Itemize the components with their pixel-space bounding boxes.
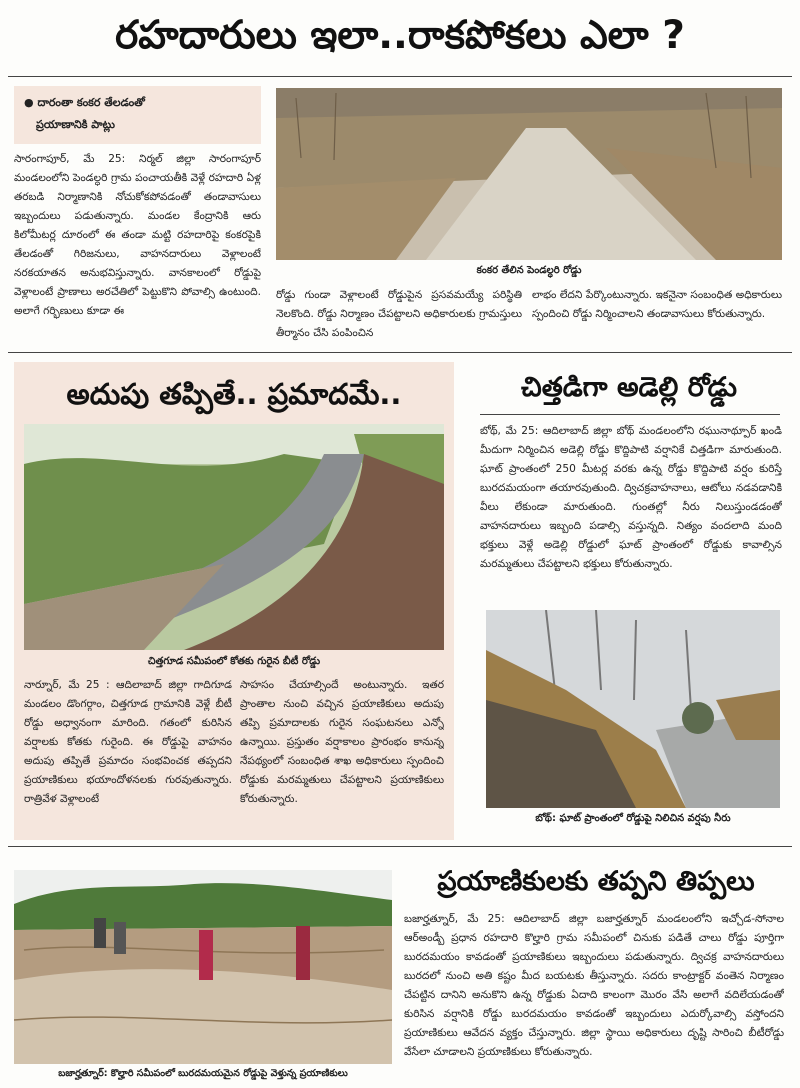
story1-photo-gravel-road xyxy=(276,88,782,260)
story3-photo-ghat-road xyxy=(486,610,780,808)
story4-photo-muddy-road xyxy=(14,870,392,1064)
story3-title-divider xyxy=(480,414,780,415)
story1-column-2: రోడ్డు గుండా వెళ్లాలంటే రోడ్డుపైన ప్రసవమయ్యే పరిస్థితి నెలకొంది. రోడ్డు నిర్మాణం చేపట్టాలని అధికారులకు గ్రామస్తులు తీర్మానం చేసి పంపించిన xyxy=(276,289,522,339)
story2-column-2: సాహసం చేయాల్సిందే అంటున్నారు. ఇతర ప్రాంతాల నుంచి వచ్చిన ప్రయాణికులు అదుపు తప్పి ప్రమాదాలకు గురైన సంఘటనలు ఎన్నో ఉన్నాయి. ప్రస్తుతం వర్షాకాలం ప్రారంభం కానున్న నేపథ్యంలో సంబంధిత శాఖ అధికారులు స్పందించి రోడ్డుకు మరమ్మతులు చేపట్టాలని ప్రయాణికులు కోరుతున్నారు. xyxy=(240,679,444,805)
story4-body: బజార్హత్నూర్, మే 25: ఆదిలాబాద్ జిల్లా బజార్హత్నూర్ మండలంలోని ఇచ్చోడ-సోనాల ఆర్అండ్బీ ప్రధాన రహదారి కొల్హారి గ్రామ సమీపంలో చినుకు పడితే చాలు రోడ్డు పూర్తిగా బురదమయం కావడంతో ప్రయాణికులు ఇబ్బందులు పడుతున్నారు. ద్విచక్ర వాహనదారులు బురదలో నుంచి అతి కష్టం మీద బయటకు తీస్తున్నారు. సదరు కాంట్రాక్టర్ వంతెన నిర్మాణం చేపట్టిన దానిని అనుకొని ఉన్న రోడ్డుకు ఏదాది కాలంగా మొరం వేసి అలాగే వదిలేయడంతో కురిసిన వర్షానికి రోడ్డు బురదమయం కావడంతో ఇబ్బందులు ఎదుర్కోవాల్సి వస్తోందని ప్రయాణికులు ఆవేదన వ్యక్తం చేస్తున్నారు. జిల్లా స్థాయి అధికారులు దృష్టి సారించి బీటీరోడ్డు వేసేలా చూడాలని ప్రయాణికులు కోరుతున్నారు. xyxy=(404,913,784,1058)
highlight-text-2: ప్రయాణానికి పాట్లు xyxy=(36,118,115,131)
story4-title-text: ప్రయాణికులకు తప్పని తిప్పలు xyxy=(437,866,755,897)
highlight-text-1: దారంతా కంకర తేలడంతో xyxy=(37,96,145,109)
story2-photo-eroded-road xyxy=(24,424,444,650)
section-divider-1 xyxy=(8,352,792,353)
story1-highlight-line1: ● దారంతా కంకర తేలడంతో xyxy=(24,96,145,109)
title-divider xyxy=(8,76,792,77)
page-title-text: రహదారులు ఇలా..రాకపోకలు ఎలా ? xyxy=(115,13,685,58)
story1-highlight-line2 xyxy=(24,114,251,136)
page-title xyxy=(0,8,800,64)
story3-title-text: చిత్తడిగా అడెల్లి రోడ్డు xyxy=(521,372,737,403)
story2-column-1: నార్నూర్, మే 25 : ఆదిలాబాద్ జిల్లా గాదిగూడ మండలం డొంగర్గాం, చిత్తగూడ గ్రామానికి వెళ్లే బీటీ రోడ్డు అధ్వానంగా మారింది. గతంలో కురిసిన వర్షాలకు కోతకు గురైంది. ఈ రోడ్డుపై వాహనం అదుపు తప్పితే ప్రమాదం సంభవించక తప్పదని ప్రయాణికులు భయాందోళనలకు గురవుతున్నారు. రాత్రివేళ వెళ్లాలంటే xyxy=(24,679,232,805)
story1-highlight-box xyxy=(14,86,261,144)
section-divider-2 xyxy=(8,846,792,847)
story1-photo-caption: కంకర తేలిన పెండల్ధరి రోడ్డు xyxy=(476,265,582,276)
story3-body: బోథ్, మే 25: ఆదిలాబాద్ జిల్లా బోథ్ మండలంలోని రఘునాథ్పూర్ ఖండి మీదుగా నిర్మించిన అడెల్లి రోడ్డు కొద్దిపాటి వర్షానికే చిత్తడిగా మారుతుంది. ఘాట్ ప్రాంతంలో 250 మీటర్ల వరకు ఉన్న రోడ్డు కొద్దిపాటి వర్షం కురిస్తే బురదమయంగా తయారవుతుంది. ద్విచక్రవాహనాలు, ఆటోలు నడవడానికి వీలు లేకుండా మారుతుంది. గుంతల్లో నీరు నిలుస్తుండడంతో వాహనదారులు ఇబ్బంది పడాల్సి వస్తున్నది. నిత్యం వందలాది మంది భక్తులు వెళ్లే అడెల్లి రోడ్డులో ఘాట్ ప్రాంతంలో రోడ్డుకు కావాల్సిన మరమ్మతులు చేపట్టాలని భక్తులు కోరుతున్నారు. xyxy=(480,425,782,570)
story2-title xyxy=(14,370,454,418)
story1-column-3: లాభం లేదని పేర్కొంటున్నారు. ఇకనైనా సంబంధిత అధికారులు స్పందించి రోడ్డు నిర్మించాలని తండావాసులు కోరుతున్నారు. xyxy=(532,289,782,320)
story2-photo-caption: చిత్తగూడ సమీపంలో కోతకు గురైన బీటీ రోడ్డు xyxy=(147,656,321,667)
story3-title xyxy=(470,366,788,410)
story1-column-1: సారంగాపూర్, మే 25: నిర్మల్ జిల్లా సారంగాపూర్ మండలంలోని పెండల్ధరి గ్రామ పంచాయతీకి వెళ్లే రహదారి ఏళ్ల తరబడి నిర్మాణానికి నోచుకోకపోవడంతో తండావాసులు ఇబ్బందులు పడుతున్నారు. మండల కేంద్రానికి ఆరు కిలోమీటర్ల దూరంలో ఈ తండా మట్టి రహదారిపై కంకరపైకి తేలడంతో గిరిజనులు, వాహనదారులు వెళ్లాలంటే నరకయాతన అనుభవిస్తున్నారు. వానకాలంలో రోడ్డుపై వెళ్లాలంటే ప్రాణాలు అరచేతిలో పెట్టుకొని పోవాల్సి ఉంటుంది. అలాగే గర్భిణులు కూడా ఈ xyxy=(14,153,261,317)
story4-photo-caption: బజార్హత్నూర్: కొల్హారి సమీపంలో బురదమయమైన రోడ్డుపై వెళ్తున్న ప్రయాణికులు xyxy=(58,1068,348,1079)
story2-title-text: అదుపు తప్పితే.. ప్రమాదమే.. xyxy=(66,377,402,411)
story4-title xyxy=(404,860,788,904)
story3-photo-caption: బోథ్: ఘాట్ ప్రాంతంలో రోడ్డుపై నిలిచిన వర్షపు నీరు xyxy=(535,813,731,824)
